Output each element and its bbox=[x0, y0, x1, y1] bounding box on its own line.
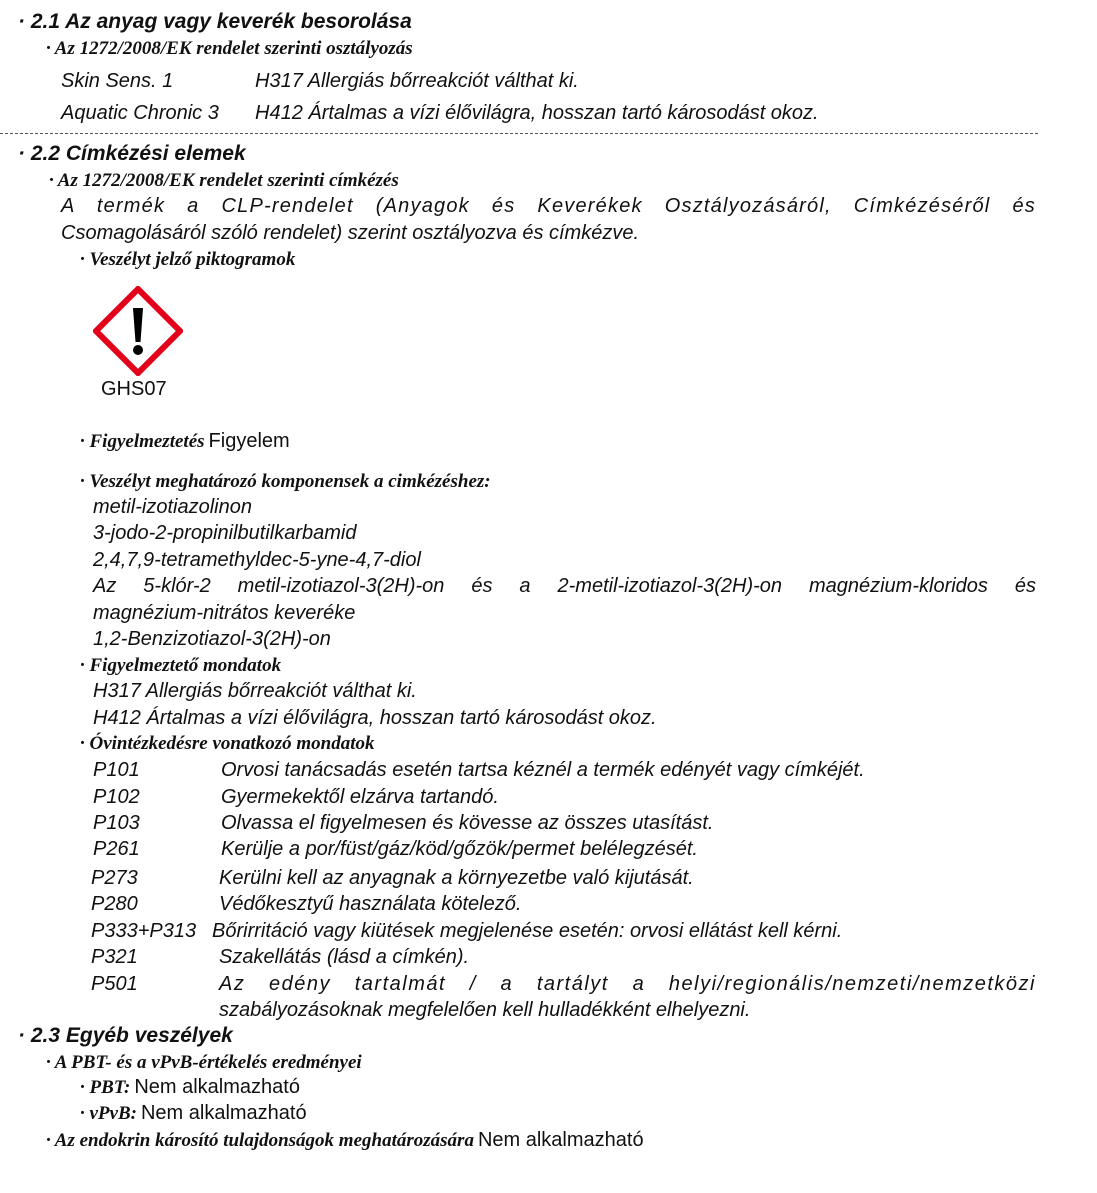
component-item: Az 5-klór-2 metil-izotiazol-3(2H)-on és a 2-metil-izotiazol-3(2H)-on magnézium-kloridos és bbox=[93, 575, 1036, 597]
precaution-text: Kerülje a por/füst/gáz/köd/gőzök/permet belélegzését. bbox=[221, 838, 698, 860]
classification-statement: H412 Ártalmas a vízi élővilágra, hosszan tartó károsodást okoz. bbox=[255, 102, 819, 124]
components-label: · Veszélyt meghatározó komponensek a cimkézéshez: bbox=[80, 471, 491, 492]
section-2-3-title: · 2.3 Egyéb veszélyek bbox=[18, 1024, 233, 1047]
hazard-statements-label: · Figyelmeztető mondatok bbox=[80, 655, 282, 676]
endocrine-label: · Az endokrin károsító tulajdonságok meghatározására bbox=[46, 1130, 474, 1151]
hazard-statement: H317 Allergiás bőrreakciót válthat ki. bbox=[93, 680, 417, 702]
precaution-code: P273 bbox=[91, 867, 138, 889]
precautions-label: · Óvintézkedésre vonatkozó mondatok bbox=[80, 733, 375, 754]
precaution-code: P261 bbox=[93, 838, 140, 860]
section-2-3-subtitle: · A PBT- és a vPvB-értékelés eredményei bbox=[46, 1052, 362, 1073]
vpvb-row bbox=[80, 1102, 307, 1125]
vpvb-value: Nem alkalmazható bbox=[140, 1102, 307, 1124]
section-2-2-subtitle: · Az 1272/2008/EK rendelet szerinti címkézés bbox=[49, 170, 399, 191]
component-item: 1,2-Benzizotiazol-3(2H)-on bbox=[93, 628, 331, 650]
precaution-text-continued: szabályozásoknak megfelelően kell hulladékként elhelyezni. bbox=[219, 999, 751, 1021]
precaution-code: P102 bbox=[93, 786, 140, 808]
precaution-code: P501 bbox=[91, 973, 138, 995]
signal-word-label: · Figyelmeztetés bbox=[80, 431, 205, 452]
precaution-code: P321 bbox=[91, 946, 138, 968]
component-item: metil-izotiazolinon bbox=[93, 496, 252, 518]
precaution-text: Bőrirritáció vagy kiütések megjelenése esetén: orvosi ellátást kell kérni. bbox=[212, 920, 843, 942]
component-item: 3-jodo-2-propinilbutilkarbamid bbox=[93, 522, 357, 544]
precaution-text: Olvassa el figyelmesen és kövesse az összes utasítást. bbox=[221, 812, 714, 834]
endocrine-value: Nem alkalmazható bbox=[477, 1129, 644, 1151]
signal-word-row bbox=[80, 430, 290, 453]
section-divider bbox=[0, 133, 1038, 134]
precaution-code: P103 bbox=[93, 812, 140, 834]
precaution-code: P280 bbox=[91, 893, 138, 915]
precaution-text: Szakellátás (lásd a címkén). bbox=[219, 946, 470, 968]
pbt-row bbox=[80, 1076, 300, 1099]
vpvb-label: · vPvB: bbox=[80, 1103, 137, 1124]
hazard-statement: H412 Ártalmas a vízi élővilágra, hosszan tartó károsodást okoz. bbox=[93, 707, 657, 729]
pbt-label: · PBT: bbox=[80, 1077, 131, 1098]
precaution-code: P101 bbox=[93, 759, 140, 781]
section-2-1-subtitle: · Az 1272/2008/EK rendelet szerinti osztályozás bbox=[46, 38, 413, 59]
classification-class: Skin Sens. 1 bbox=[61, 70, 174, 92]
classification-statement: H317 Allergiás bőrreakciót válthat ki. bbox=[255, 70, 579, 92]
precaution-text: Gyermekektől elzárva tartandó. bbox=[221, 786, 499, 808]
pictograms-label: · Veszélyt jelző piktogramok bbox=[80, 249, 296, 270]
clp-intro-line-1: A termék a CLP-rendelet (Anyagok és Keverékek Osztályozásáról, Címkézéséről és bbox=[61, 195, 1036, 217]
section-2-1-title: · 2.1 Az anyag vagy keverék besorolása bbox=[18, 10, 412, 33]
signal-word: Figyelem bbox=[208, 430, 290, 452]
pbt-value: Nem alkalmazható bbox=[134, 1076, 300, 1098]
section-2-2-title: · 2.2 Címkézési elemek bbox=[18, 142, 246, 165]
endocrine-row bbox=[46, 1129, 644, 1152]
exclamation-mark-diamond-icon bbox=[93, 286, 183, 376]
component-item: 2,4,7,9-tetramethyldec-5-yne-4,7-diol bbox=[93, 549, 421, 571]
pictogram-code: GHS07 bbox=[101, 378, 167, 400]
component-item: magnézium-nitrátos keveréke bbox=[93, 602, 356, 624]
classification-class: Aquatic Chronic 3 bbox=[61, 102, 219, 124]
precaution-text: Kerülni kell az anyagnak a környezetbe való kijutását. bbox=[219, 867, 694, 889]
clp-intro-line-2: Csomagolásáról szóló rendelet) szerint osztályozva és címkézve. bbox=[61, 222, 640, 244]
precaution-text: Védőkesztyű használata kötelező. bbox=[219, 893, 522, 915]
precaution-code: P333+P313 bbox=[91, 920, 197, 942]
precaution-text: Az edény tartalmát / a tartályt a helyi/regionális/nemzeti/nemzetközi bbox=[219, 973, 1036, 995]
precaution-text: Orvosi tanácsadás esetén tartsa kéznél a termék edényét vagy címkéjét. bbox=[221, 759, 865, 781]
